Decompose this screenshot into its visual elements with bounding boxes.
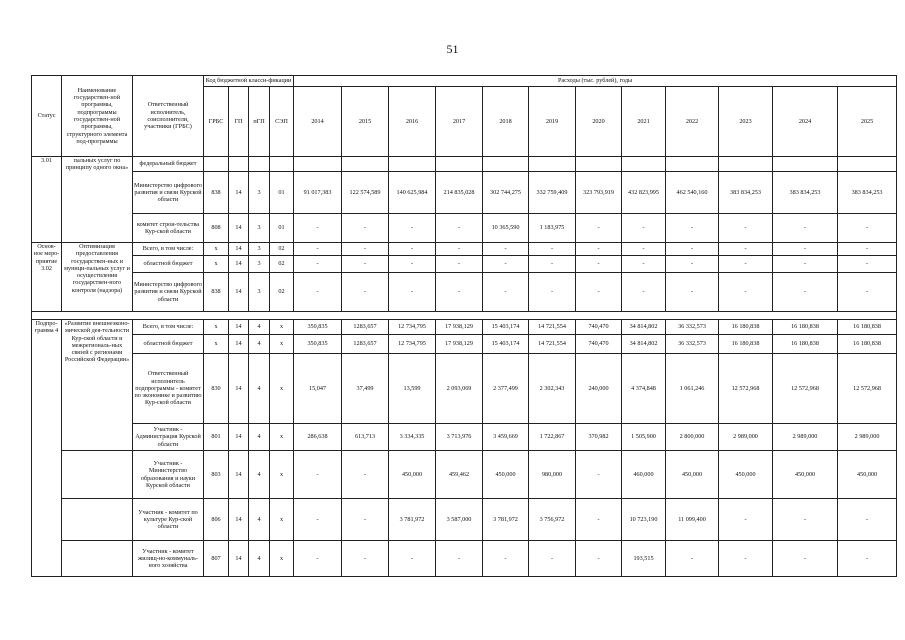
expense-cell-2025: - [838, 273, 897, 312]
executor-cell: Всего, в том числе: [133, 243, 204, 256]
expense-cell-2015: - [342, 541, 389, 577]
element-name-cell: «Развитие внешнеэконо-мической дея-тельности Кур-ской области и межрегиональ-ных связей с регионами Российской Федерации» [62, 320, 133, 451]
expense-cell-2022: 36 332,573 [666, 335, 719, 354]
grbs-cell: 838 [204, 172, 229, 214]
gp-cell: 14 [229, 354, 249, 424]
gp-cell: 14 [229, 541, 249, 577]
header-year: 2015 [342, 87, 389, 157]
expense-cell-2016: 3 781,972 [389, 499, 436, 541]
grbs-cell: 808 [204, 214, 229, 243]
expense-cell-2023: 16 180,838 [719, 320, 773, 335]
expense-cell-2025: - [838, 256, 897, 273]
executor-cell: комитет строи-тельства Кур-ской области [133, 214, 204, 243]
expense-cell-2021: - [622, 273, 666, 312]
pgp-cell: 4 [249, 320, 270, 335]
expense-cell-2021: - [622, 214, 666, 243]
expense-cell-2023: - [719, 273, 773, 312]
header-year: 2023 [719, 87, 773, 157]
pgp-cell: 4 [249, 354, 270, 424]
expense-cell-2016: 12 734,795 [389, 335, 436, 354]
executor-cell: Министерство цифрового развития и связи Курской области [133, 273, 204, 312]
expense-cell-2023: 2 989,000 [719, 424, 773, 451]
expense-cell-2019: - [529, 273, 576, 312]
executor-cell: Министерство цифрового развития и связи Курской области [133, 172, 204, 214]
header-gp: ГП [229, 87, 249, 157]
expense-cell-2019: 1 183,975 [529, 214, 576, 243]
expense-cell-2016: - [389, 273, 436, 312]
expense-cell-2024 [773, 157, 838, 172]
sep-cell: х [270, 354, 294, 424]
expense-cell-2025: 450,000 [838, 451, 897, 499]
expense-cell-2020: - [576, 243, 622, 256]
expense-cell-2016: 450,000 [389, 451, 436, 499]
expense-cell-2021: 34 814,802 [622, 320, 666, 335]
executor-cell: Ответственный исполнитель подпрограммы - комитет по экономике и развитию Кур-ской области [133, 354, 204, 424]
expense-cell-2022: 36 332,573 [666, 320, 719, 335]
expense-cell-2016: 3 334,335 [389, 424, 436, 451]
table-row [32, 243, 897, 256]
grbs-cell: 806 [204, 499, 229, 541]
expense-cell-2016: - [389, 541, 436, 577]
expense-cell-2025: - [838, 243, 897, 256]
expense-cell-2019: - [529, 256, 576, 273]
expense-cell-2015: 37,499 [342, 354, 389, 424]
header-grbs: ГРБС [204, 87, 229, 157]
expense-cell-2018: - [483, 256, 529, 273]
header-year: 2017 [436, 87, 483, 157]
expense-cell-2025: 12 572,968 [838, 354, 897, 424]
table-row [32, 157, 897, 172]
section-divider [32, 312, 897, 320]
grbs-cell: 803 [204, 451, 229, 499]
expense-cell-2016: - [389, 256, 436, 273]
pgp-cell: 4 [249, 541, 270, 577]
status-cell: Подпро-грамма 4 [32, 320, 62, 577]
expense-cell-2024: 450,000 [773, 451, 838, 499]
pgp-cell: 4 [249, 424, 270, 451]
expense-cell-2019: 14 721,554 [529, 320, 576, 335]
table-row [32, 499, 897, 541]
expense-cell-2020: 740,470 [576, 320, 622, 335]
element-name-cell: пальных услуг по принципу одного окна» [62, 157, 133, 243]
page-number: 51 [446, 42, 459, 56]
gp-cell: 14 [229, 273, 249, 312]
header-executor: Ответственный исполнитель, соисполнители, участники (ГРБС) [133, 76, 204, 157]
grbs-cell: х [204, 335, 229, 354]
expense-cell-2015: 122 574,589 [342, 172, 389, 214]
expense-cell-2014: 91 017,383 [294, 172, 342, 214]
sep-cell: 02 [270, 256, 294, 273]
expense-cell-2024: - [773, 273, 838, 312]
expense-cell-2014: - [294, 214, 342, 243]
expense-cell-2014 [294, 157, 342, 172]
expense-cell-2015 [342, 157, 389, 172]
grbs-cell: 801 [204, 424, 229, 451]
header-status: Статус [32, 76, 62, 157]
expense-cell-2025: - [838, 499, 897, 541]
expense-cell-2021: - [622, 256, 666, 273]
expense-cell-2017: - [436, 256, 483, 273]
executor-cell: федеральный бюджет [133, 157, 204, 172]
pgp-cell: 4 [249, 335, 270, 354]
expense-cell-2019: 1 722,867 [529, 424, 576, 451]
expense-cell-2015: 613,713 [342, 424, 389, 451]
table-row [32, 320, 897, 335]
header-year: 2019 [529, 87, 576, 157]
pgp-cell: 4 [249, 451, 270, 499]
sep-cell: 01 [270, 172, 294, 214]
pgp-cell: 3 [249, 273, 270, 312]
gp-cell: 14 [229, 499, 249, 541]
expense-cell-2022: 450,000 [666, 451, 719, 499]
expense-cell-2019 [529, 157, 576, 172]
expense-cell-2023: 16 180,838 [719, 335, 773, 354]
expense-cell-2025: 16 180,838 [838, 335, 897, 354]
grbs-cell: 830 [204, 354, 229, 424]
expense-cell-2024: - [773, 541, 838, 577]
header-year: 2016 [389, 87, 436, 157]
expense-cell-2016: - [389, 243, 436, 256]
expense-cell-2023 [719, 157, 773, 172]
expense-cell-2019: 2 302,343 [529, 354, 576, 424]
gp-cell: 14 [229, 172, 249, 214]
sep-cell: х [270, 335, 294, 354]
expense-cell-2018: 15 403,174 [483, 320, 529, 335]
expense-cell-2025: - [838, 541, 897, 577]
element-name-cell [62, 451, 133, 499]
expense-cell-2023: - [719, 256, 773, 273]
expense-cell-2018: 2 377,499 [483, 354, 529, 424]
table-row [32, 256, 897, 273]
expense-cell-2022: - [666, 273, 719, 312]
table-row [32, 335, 897, 354]
header-year: 2025 [838, 87, 897, 157]
header-year: 2018 [483, 87, 529, 157]
executor-cell: Участник - Министерство образования и науки Курской области [133, 451, 204, 499]
table-row [32, 424, 897, 451]
expense-cell-2018: 15 403,174 [483, 335, 529, 354]
expense-cell-2018: - [483, 273, 529, 312]
element-name-cell: Оптимизация предоставления государствен-ных и муници-пальных услуг и осуществления государствен-ного контроля (надзора) [62, 243, 133, 312]
expense-cell-2015: - [342, 243, 389, 256]
gp-cell: 14 [229, 451, 249, 499]
table-row [32, 541, 897, 577]
expense-cell-2022: - [666, 243, 719, 256]
grbs-cell: 807 [204, 541, 229, 577]
expense-cell-2023: - [719, 214, 773, 243]
expense-cell-2017: 17 938,129 [436, 320, 483, 335]
expense-cell-2015: - [342, 451, 389, 499]
gp-cell: 14 [229, 320, 249, 335]
header-name: Наименование государствен-ной программы, подпрограммы государствен-ной программы, структурного элемента под-программы [62, 76, 133, 157]
sep-cell: х [270, 424, 294, 451]
expense-cell-2025: 383 834,253 [838, 172, 897, 214]
expense-cell-2022: 462 540,160 [666, 172, 719, 214]
expense-cell-2016 [389, 157, 436, 172]
expense-cell-2025 [838, 157, 897, 172]
expense-cell-2018: 450,000 [483, 451, 529, 499]
expense-cell-2022: - [666, 256, 719, 273]
expense-cell-2014: 350,835 [294, 320, 342, 335]
header-pgp: пГП [249, 87, 270, 157]
expense-cell-2015: - [342, 214, 389, 243]
expense-cell-2014: - [294, 273, 342, 312]
expense-cell-2014: 286,638 [294, 424, 342, 451]
expense-cell-2019: - [529, 243, 576, 256]
expense-cell-2021: 432 823,995 [622, 172, 666, 214]
sep-cell: х [270, 541, 294, 577]
header-year: 2024 [773, 87, 838, 157]
expense-cell-2016: 12 734,795 [389, 320, 436, 335]
expense-cell-2024: 12 572,968 [773, 354, 838, 424]
expense-cell-2019: 3 756,972 [529, 499, 576, 541]
sep-cell: 02 [270, 273, 294, 312]
executor-cell: областной бюджет [133, 335, 204, 354]
sep-cell: х [270, 320, 294, 335]
expense-cell-2020: - [576, 256, 622, 273]
sep-cell: х [270, 499, 294, 541]
expense-cell-2017: 17 938,129 [436, 335, 483, 354]
expense-cell-2015: - [342, 256, 389, 273]
expense-cell-2022: 11 099,400 [666, 499, 719, 541]
gp-cell [229, 157, 249, 172]
pgp-cell: 4 [249, 499, 270, 541]
expense-cell-2019: 980,000 [529, 451, 576, 499]
expense-cell-2015: 1283,657 [342, 335, 389, 354]
expense-cell-2023: 383 834,253 [719, 172, 773, 214]
expense-cell-2014: 350,835 [294, 335, 342, 354]
expense-cell-2022: - [666, 541, 719, 577]
expense-cell-2014: - [294, 541, 342, 577]
sep-cell: х [270, 451, 294, 499]
expense-cell-2024: - [773, 499, 838, 541]
header-year: 2022 [666, 87, 719, 157]
expense-cell-2020: 740,470 [576, 335, 622, 354]
expense-cell-2020 [576, 157, 622, 172]
expense-cell-2020: - [576, 451, 622, 499]
expense-cell-2022: - [666, 214, 719, 243]
executor-cell: Участник - комитет жилищ-но-коммуналь-ного хозяйства [133, 541, 204, 577]
expense-cell-2014: - [294, 256, 342, 273]
expense-cell-2017: 3 587,000 [436, 499, 483, 541]
expense-cell-2025: 16 180,838 [838, 320, 897, 335]
table-row [32, 312, 897, 320]
expense-cell-2015: 1283,657 [342, 320, 389, 335]
expense-cell-2014: - [294, 499, 342, 541]
table-row [32, 451, 897, 499]
gp-cell: 14 [229, 243, 249, 256]
header-expenses-group: Расходы (тыс. рублей), годы [294, 76, 897, 87]
expense-cell-2023: - [719, 499, 773, 541]
expense-cell-2025: - [838, 214, 897, 243]
grbs-cell [204, 157, 229, 172]
header-year: 2020 [576, 87, 622, 157]
gp-cell: 14 [229, 256, 249, 273]
expense-cell-2020: 323 793,919 [576, 172, 622, 214]
pgp-cell [249, 157, 270, 172]
gp-cell: 14 [229, 424, 249, 451]
expense-cell-2021: 460,000 [622, 451, 666, 499]
expense-cell-2020: - [576, 214, 622, 243]
expense-cell-2024: - [773, 256, 838, 273]
table-row [32, 172, 897, 214]
status-cell: Основ-ное меро-приятие 3.02 [32, 243, 62, 312]
expense-cell-2018: 3 781,972 [483, 499, 529, 541]
pgp-cell: 3 [249, 172, 270, 214]
gp-cell: 14 [229, 214, 249, 243]
expense-cell-2019: 14 721,554 [529, 335, 576, 354]
expense-cell-2017: - [436, 243, 483, 256]
expense-cell-2015: - [342, 499, 389, 541]
expense-cell-2018: 10 365,590 [483, 214, 529, 243]
expense-cell-2018 [483, 157, 529, 172]
header-year: 2021 [622, 87, 666, 157]
expense-cell-2020: - [576, 273, 622, 312]
table-row [32, 214, 897, 243]
expense-cell-2014: 15,047 [294, 354, 342, 424]
expense-cell-2017: - [436, 214, 483, 243]
expense-cell-2021: 34 814,802 [622, 335, 666, 354]
budget-table [31, 75, 897, 577]
status-cell: 3.01 [32, 157, 62, 243]
expense-cell-2022: 2 800,000 [666, 424, 719, 451]
expense-cell-2024: 2 989,000 [773, 424, 838, 451]
expense-cell-2014: - [294, 451, 342, 499]
pgp-cell: 3 [249, 214, 270, 243]
pgp-cell: 3 [249, 256, 270, 273]
expense-cell-2021 [622, 157, 666, 172]
expense-cell-2023: 450,000 [719, 451, 773, 499]
expense-cell-2020: - [576, 541, 622, 577]
expense-cell-2017: 214 835,028 [436, 172, 483, 214]
sep-cell: 01 [270, 214, 294, 243]
expense-cell-2020: 240,000 [576, 354, 622, 424]
expense-cell-2024: - [773, 243, 838, 256]
gp-cell: 14 [229, 335, 249, 354]
executor-cell: Участник - Администрация Курской области [133, 424, 204, 451]
expense-cell-2018: - [483, 243, 529, 256]
header-year: 2014 [294, 87, 342, 157]
executor-cell: областной бюджет [133, 256, 204, 273]
element-name-cell [62, 499, 133, 541]
pgp-cell: 3 [249, 243, 270, 256]
expense-cell-2017: 459,462 [436, 451, 483, 499]
expense-cell-2018: - [483, 541, 529, 577]
table-body [32, 157, 897, 577]
expense-cell-2014: - [294, 243, 342, 256]
expense-cell-2017: - [436, 541, 483, 577]
expense-cell-2015: - [342, 273, 389, 312]
expense-cell-2024: 16 180,838 [773, 320, 838, 335]
expense-cell-2021: 193,515 [622, 541, 666, 577]
table-row [32, 273, 897, 312]
table-row [32, 354, 897, 424]
expense-cell-2023: - [719, 541, 773, 577]
expense-cell-2024: 383 834,253 [773, 172, 838, 214]
expense-cell-2024: 16 180,838 [773, 335, 838, 354]
expense-cell-2024: - [773, 214, 838, 243]
expense-cell-2020: 370,982 [576, 424, 622, 451]
sep-cell: 02 [270, 243, 294, 256]
expense-cell-2023: 12 572,968 [719, 354, 773, 424]
expense-cell-2021: 4 374,848 [622, 354, 666, 424]
expense-cell-2017: - [436, 273, 483, 312]
expense-cell-2020: - [576, 499, 622, 541]
expense-cell-2016: 13,599 [389, 354, 436, 424]
expense-cell-2019: - [529, 541, 576, 577]
expense-cell-2021: 1 505,900 [622, 424, 666, 451]
expense-cell-2021: 10 723,190 [622, 499, 666, 541]
executor-cell: Всего, в том числе: [133, 320, 204, 335]
expense-cell-2016: 140 625,984 [389, 172, 436, 214]
expense-cell-2021: - [622, 243, 666, 256]
expense-cell-2017: 2 093,069 [436, 354, 483, 424]
executor-cell: Участник - комитет по культуре Кур-ской области [133, 499, 204, 541]
expense-cell-2023: - [719, 243, 773, 256]
expense-cell-2025: 2 989,000 [838, 424, 897, 451]
expense-cell-2022 [666, 157, 719, 172]
expense-cell-2017: 3 713,976 [436, 424, 483, 451]
expense-cell-2022: 1 061,246 [666, 354, 719, 424]
grbs-cell: х [204, 243, 229, 256]
grbs-cell: 838 [204, 273, 229, 312]
expense-cell-2018: 3 459,669 [483, 424, 529, 451]
expense-cell-2018: 302 744,275 [483, 172, 529, 214]
grbs-cell: х [204, 320, 229, 335]
sep-cell [270, 157, 294, 172]
grbs-cell: х [204, 256, 229, 273]
expense-cell-2017 [436, 157, 483, 172]
header-code-group: Код бюджетной класси-фикации [204, 76, 294, 87]
header-sep: СЭП [270, 87, 294, 157]
expense-cell-2019: 332 759,409 [529, 172, 576, 214]
element-name-cell [62, 541, 133, 577]
expense-cell-2016: - [389, 214, 436, 243]
